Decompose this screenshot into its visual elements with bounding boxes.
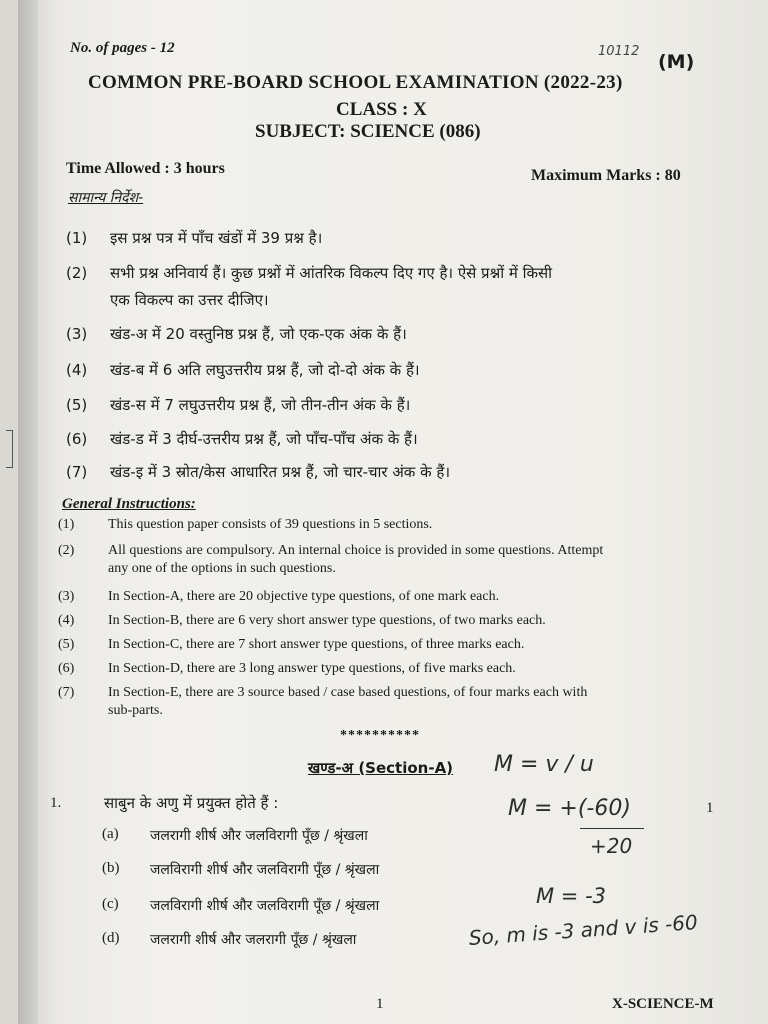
separator-stars: **********	[340, 728, 420, 743]
option-label: (d)	[102, 930, 120, 946]
instruction-text-continued: any one of the options in such questions.	[108, 561, 336, 576]
hindi-instruction-text: सभी प्रश्न अनिवार्य हैं। कुछ प्रश्नों में आंतरिक विकल्प दिए गए है। ऐसे प्रश्नों में किसी	[110, 264, 553, 282]
hindi-instruction-number: (7)	[66, 463, 88, 481]
hindi-instruction-2-continued: एक विकल्प का उत्तर दीजिए।	[110, 291, 269, 309]
handwritten-magnification-result: M = -3	[536, 884, 607, 908]
hindi-instruction-number: (3)	[66, 325, 88, 343]
page-spine-shadow	[18, 0, 38, 1024]
instruction-text: In Section-B, there are 6 very short answer type questions, of two marks each.	[108, 613, 546, 628]
instruction-text: All questions are compulsory. An internal choice is provided in some questions. Attempt	[108, 543, 604, 558]
hindi-instruction-3	[66, 324, 407, 344]
time-allowed: Time Allowed : 3 hours	[66, 160, 225, 177]
general-instructions-heading: General Instructions:	[62, 496, 196, 512]
question-marks: 1	[706, 800, 714, 816]
page-number: 1	[376, 996, 384, 1012]
hindi-instruction-5	[66, 395, 410, 415]
hindi-instruction-text: खंड-स में 7 लघुउत्तरीय प्रश्न हैं, जो तीन-तीन अंक के हैं।	[110, 396, 411, 414]
class-label: CLASS : X	[336, 99, 427, 120]
instruction-number: (5)	[58, 637, 75, 652]
option-label: (b)	[102, 860, 120, 876]
instruction-text-continued: sub-parts.	[108, 703, 163, 718]
hindi-instruction-7	[66, 462, 450, 482]
instruction-number: (6)	[58, 661, 75, 676]
hindi-instruction-1	[66, 228, 322, 248]
instruction-number: (7)	[58, 685, 75, 700]
number-of-pages: No. of pages - 12	[70, 40, 175, 56]
subject-label: SUBJECT: SCIENCE (086)	[255, 121, 481, 142]
option-text: जलरागी शीर्ष और जलरागी पूँछ / श्रृंखला	[150, 932, 357, 948]
exam-title: COMMON PRE-BOARD SCHOOL EXAMINATION (2022-23)	[88, 72, 623, 93]
hindi-instruction-number: (5)	[66, 396, 88, 414]
maximum-marks: Maximum Marks : 80	[531, 167, 681, 184]
hindi-instruction-text: खंड-ड में 3 दीर्घ-उत्तरीय प्रश्न हैं, जो पाँच-पाँच अंक के हैं।	[110, 430, 418, 448]
option-text: जलविरागी शीर्ष और जलविरागी पूँछ / श्रृंखला	[150, 862, 380, 878]
handwritten-conclusion: So, m is -3 and v is -60	[468, 910, 699, 950]
option-text: जलरागी शीर्ष और जलविरागी पूँछ / श्रृंखला	[150, 828, 368, 844]
instruction-text: In Section-A, there are 20 objective type questions, of one mark each.	[108, 589, 500, 604]
hindi-instruction-number: (4)	[66, 361, 88, 379]
hindi-instruction-number: (1)	[66, 229, 88, 247]
handwritten-fraction-line	[580, 828, 644, 829]
hindi-instruction-number: (2)	[66, 264, 88, 282]
hindi-instruction-text: इस प्रश्न पत्र में पाँच खंडों में 39 प्रश्न है।	[110, 229, 323, 247]
instruction-text: In Section-D, there are 3 long answer type questions, of five marks each.	[108, 661, 516, 676]
hindi-instruction-2	[66, 263, 552, 283]
hindi-instruction-text: खंड-इ में 3 स्रोत/केस आधारित प्रश्न हैं, जो चार-चार अंक के हैं।	[110, 463, 451, 481]
section-a-heading: खण्ड-अ (Section-A)	[308, 759, 454, 777]
handwritten-magnification-denominator: +20	[590, 834, 633, 858]
instruction-text: In Section-E, there are 3 source based / case based questions, of four marks each with	[108, 685, 588, 700]
instruction-text: This question paper consists of 39 questions in 5 sections.	[108, 517, 433, 532]
instruction-number: (3)	[58, 589, 75, 604]
hindi-instruction-text: खंड-अ में 20 वस्तुनिष्ठ प्रश्न हैं, जो एक-एक अंक के हैं।	[110, 325, 407, 343]
hindi-instruction-6	[66, 429, 418, 449]
hindi-instruction-text: खंड-ब में 6 अति लघुउत्तरीय प्रश्न हैं, जो दो-दो अंक के हैं।	[110, 361, 420, 379]
handwritten-magnification-numerator: M = +(-60)	[508, 796, 631, 821]
handwritten-code: 10112	[598, 44, 640, 59]
instruction-number: (2)	[58, 543, 75, 558]
question-text: साबुन के अणु में प्रयुक्त होते हैं :	[104, 794, 279, 812]
question-number: 1.	[50, 795, 62, 811]
handwritten-magnification-formula: M = v / u	[494, 752, 594, 777]
instruction-number: (1)	[58, 517, 75, 532]
margin-bracket-mark	[6, 430, 13, 468]
hindi-instruction-4	[66, 360, 420, 380]
paper-code: X-SCIENCE-M	[612, 996, 714, 1012]
option-text: जलविरागी शीर्ष और जलविरागी पूँछ / श्रृंखला	[150, 898, 380, 914]
hindi-instruction-number: (6)	[66, 430, 88, 448]
option-label: (c)	[102, 896, 119, 912]
set-code: (M)	[658, 51, 695, 73]
instruction-number: (4)	[58, 613, 75, 628]
hindi-instructions-heading: सामान्य निर्देश-	[68, 190, 144, 206]
instruction-text: In Section-C, there are 7 short answer type questions, of three marks each.	[108, 637, 525, 652]
option-label: (a)	[102, 826, 119, 842]
